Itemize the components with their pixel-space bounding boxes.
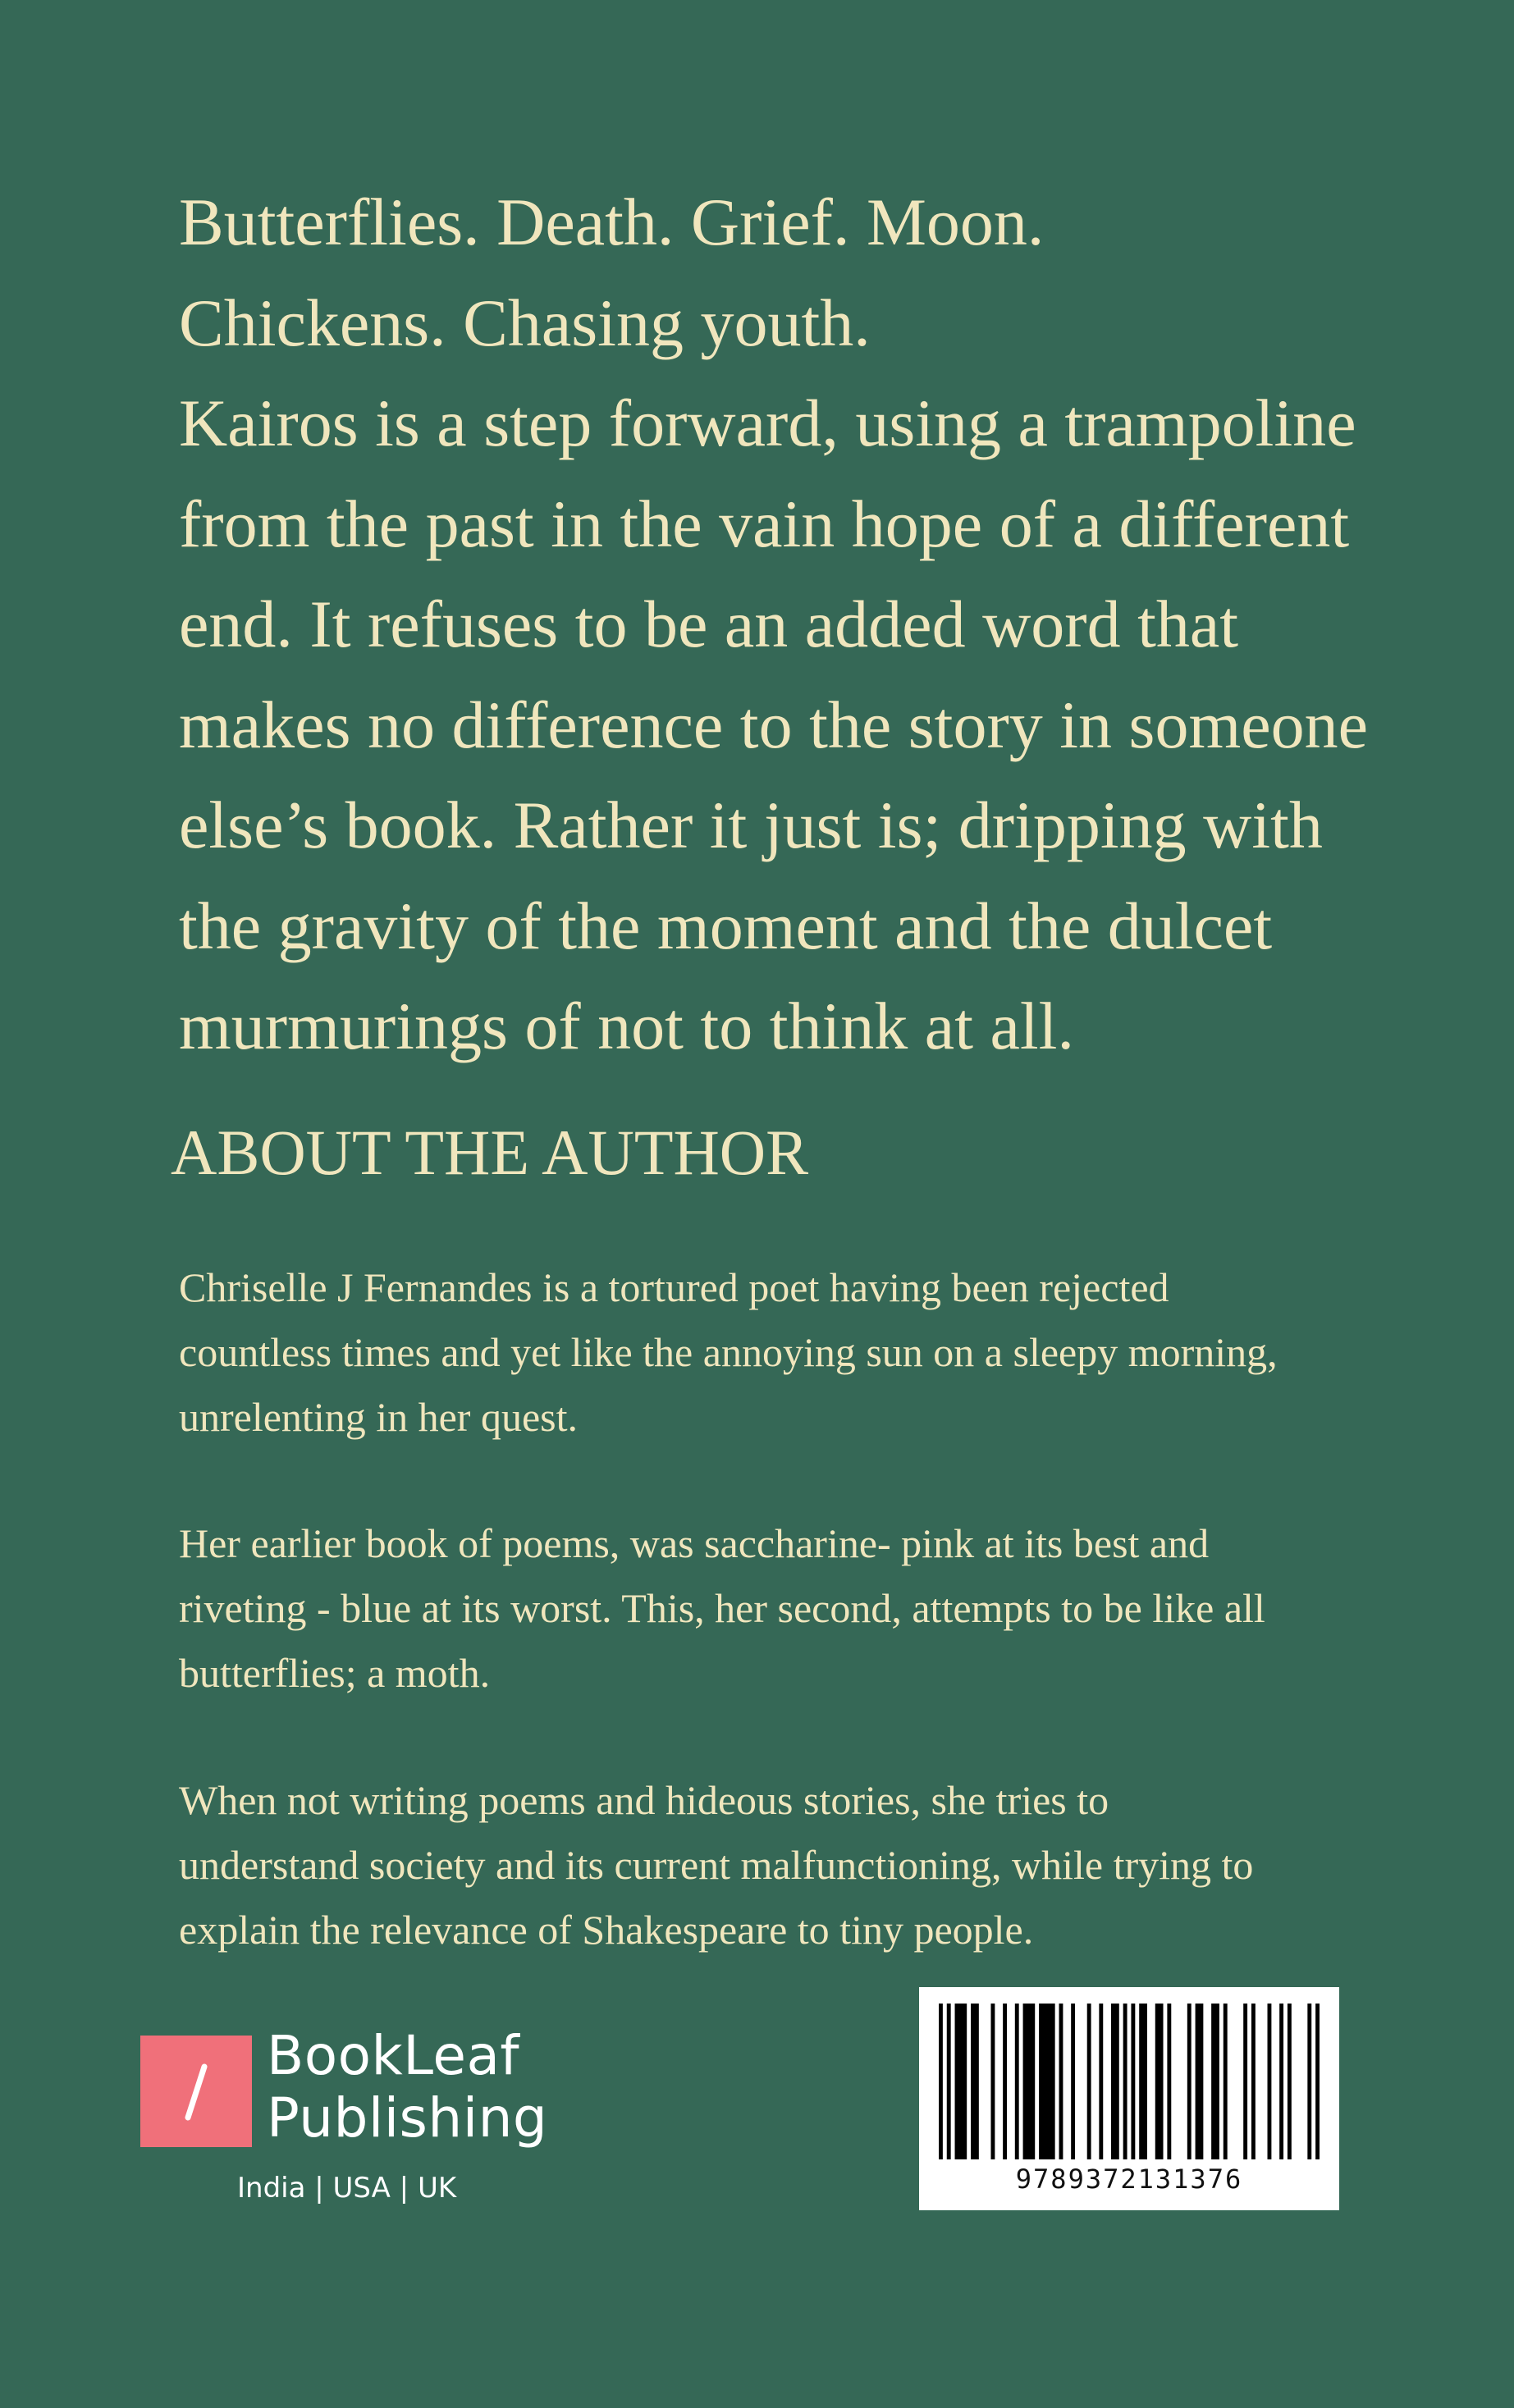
barcode-bar [1139,2004,1147,2159]
barcode-bar [1307,2004,1311,2159]
author-bio-paragraph [179,1511,1344,1706]
barcode-bar [1131,2004,1135,2159]
blurb-line: makes no difference to the story in someone [179,687,1369,762]
bio-line: When not writing poems and hideous stories, she tries to [179,1777,1109,1823]
barcode-bar [1015,2004,1019,2159]
barcode-bar [1099,2004,1103,2159]
publisher-regions: India | USA | UK [237,2172,457,2205]
barcode-bar [1155,2004,1164,2159]
barcode-bar [1251,2004,1256,2159]
bio-line: butterflies; a moth. [179,1650,491,1696]
publisher-logo-icon [140,2036,252,2147]
isbn-number: 9789372131376 [1015,2164,1243,2195]
barcode-bar [990,2004,995,2159]
author-bio-paragraph [179,1255,1344,1450]
blurb-line: else’s book. Rather it just is; dripping with [179,788,1323,862]
barcode-bar [955,2004,967,2159]
publisher-name-line1: BookLeaf [267,2024,520,2087]
isbn-barcode [919,1987,1339,2210]
blurb-line: Kairos is a step forward, using a trampoline [179,386,1356,460]
barcode-bar [1224,2004,1228,2159]
barcode-bar [1167,2004,1171,2159]
barcode-bar [1187,2004,1192,2159]
slash-logo-icon [140,2036,252,2147]
publisher-name-line2: Publishing [267,2086,548,2150]
barcode-bars [939,2004,1320,2159]
blurb-line: from the past in the vain hope of a different [179,486,1350,561]
barcode-bar [1023,2004,1036,2159]
barcode-bar [1059,2004,1063,2159]
barcode-bar [947,2004,951,2159]
barcode-bar [1279,2004,1283,2159]
barcode-bar [1268,2004,1272,2159]
blurb-line: Chickens. Chasing youth. [179,285,871,360]
blurb-line: end. It refuses to be an added word that [179,587,1239,661]
barcode-bar [971,2004,979,2159]
bio-line: countless times and yet like the annoying sun on a sleepy morning, [179,1329,1278,1375]
author-bio-paragraph [179,1768,1344,1962]
blurb-line: the gravity of the moment and the dulcet [179,888,1273,963]
barcode-bar [1315,2004,1320,2159]
barcode-bar [1071,2004,1075,2159]
bio-line: explain the relevance of Shakespeare to tiny people. [179,1907,1034,1953]
blurb-line: Butterflies. Death. Grief. Moon. [179,185,1045,259]
barcode-bar [1288,2004,1292,2159]
barcode-bar [1039,2004,1055,2159]
barcode-bar [1243,2004,1247,2159]
barcode-bar [1087,2004,1091,2159]
barcode-bar [1003,2004,1007,2159]
bio-line: riveting - blue at its worst. This, her second, attempts to be like all [179,1585,1265,1631]
bio-line: Chriselle J Fernandes is a tortured poet having been rejected [179,1264,1169,1310]
bio-line: Her earlier book of poems, was saccharine- pink at its best and [179,1520,1210,1566]
barcode-bar [939,2004,943,2159]
barcode-bar [1111,2004,1119,2159]
barcode-bar [1211,2004,1219,2159]
blurb-line: murmurings of not to think at all. [179,989,1074,1063]
barcode-bar [1123,2004,1127,2159]
about-author-heading: ABOUT THE AUTHOR [171,1117,809,1188]
bio-line: understand society and its current malfunctioning, while trying to [179,1842,1254,1888]
barcode-bar [1196,2004,1204,2159]
blurb-text [179,172,1369,1077]
publisher-name [267,2025,547,2150]
bio-line: unrelenting in her quest. [179,1394,578,1440]
